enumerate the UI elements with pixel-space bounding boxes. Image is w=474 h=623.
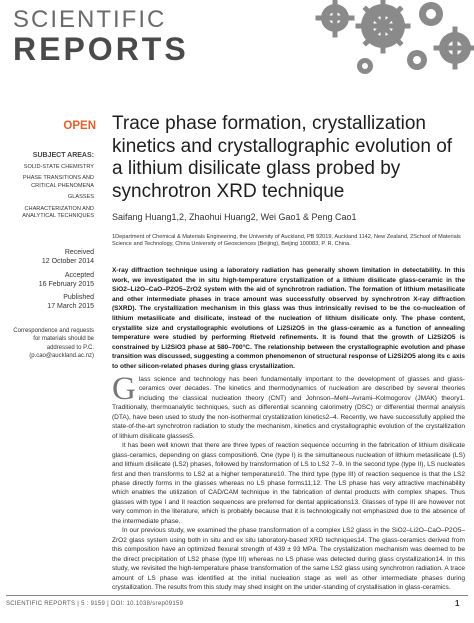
author-list: Saifang Huang1,2, Zhaohui Huang2, Wei Gao1 & Peng Cao1 bbox=[112, 212, 357, 222]
open-access-label: OPEN bbox=[63, 120, 96, 132]
subject-areas-heading: SUBJECT AREAS: bbox=[32, 152, 94, 159]
body-paragraph-1 bbox=[112, 371, 465, 441]
subject-item[interactable]: SOLID-STATE CHEMISTRY bbox=[23, 164, 94, 170]
published-date: 17 March 2015 bbox=[47, 303, 94, 310]
received-label: Received bbox=[64, 249, 94, 256]
body-paragraph-3: In our previous study, we examined the phase transformation of a complex LS2 glass in the SiO2–Li2O–CaO–P2O5–ZrO2 glass system using both in situ and ex situ laboratory-based XRD techniques14. The glass-ceramics derived from this composition have an optimized flexural strength of 439 ± 93 MPa. The crystallization mechanism was deemed to be the direct precipitation of LS2 phase (type III) whereas no LS phase was detected during glass crystallization14. In this study, we revisited the high-temperature phase transformation of the same LS2 glass using synchrotron radiation. A trace amount of LS phase was identified at the initial nucleation stage as well as other intermediate phases during crystallization. The results from this study may shed insight on the under-standing of crystallisation in glass-ceramics. bbox=[112, 527, 465, 591]
accepted-date: 16 February 2015 bbox=[38, 281, 94, 288]
accepted-label: Accepted bbox=[64, 272, 94, 279]
body-paragraph-2: It has been well known that there are three types of reaction sequence occurring in the fabrication of lithium disilicate glass-ceramics, depending on glass composition6. One (type I) is the simultaneous nucleation of lithium metasilicate (LS) and lithium disilicate (LS2) phases, followed by transformation of LS to LS2 7–9. In the second type (type II), LS nucleates first and then transforms to LS2 at a higher temperature10. The third type (type III) of reaction sequence is that the LS2 phase directly forms in the glasses whereas no LS phase forms11,12. The LS phase has very attractive machinability which enables the utilization of CAD/CAM technique in the fabrication of dental products with complex shapes. Thus glasses with type I and II reaction sequences are preferred for dental applications13. Glasses of type III are however not very common in the literature, which is probably because that it is technologically not emphasized due to the absence of the intermediate phase. bbox=[112, 442, 465, 525]
footer-divider bbox=[6, 595, 468, 596]
subject-areas bbox=[6, 152, 94, 224]
journal-name-bottom: REPORTS bbox=[13, 31, 189, 67]
page-number: 1 bbox=[455, 599, 460, 608]
journal-name-top: SCIENTIFIC bbox=[13, 6, 167, 33]
correspondence-note: Correspondence and requests for materials should be addressed to P.C. (p.cao@auckland.ac.nz) bbox=[13, 328, 94, 360]
received-block bbox=[6, 248, 94, 266]
published-label: Published bbox=[63, 294, 94, 301]
affiliations: 1Department of Chemical & Materials Engineering, the University of Auckland, PB 92019, Auckland 1142, New Zealand, 2School of Materials Science and Technology, China University of Geosciences (Beijing), Beijing 100083, P. R. China. bbox=[112, 234, 461, 248]
accepted-block bbox=[6, 271, 94, 289]
drop-cap: G bbox=[112, 371, 136, 407]
subject-item[interactable]: GLASSES bbox=[67, 194, 94, 201]
footer-citation: SCIENTIFIC REPORTS | 5 : 9159 | DOI: 10.1038/srep09159 bbox=[6, 601, 184, 607]
gears-logo-icon bbox=[305, 0, 474, 78]
published-block bbox=[6, 293, 94, 311]
article-title: Trace phase formation, crystallization kinetics and crystallographic evolution of a lithium disilicate glass probed by synchrotron XRD technique bbox=[112, 113, 453, 202]
received-date: 12 October 2014 bbox=[41, 258, 94, 265]
body-paragraph-1-text: lass science and technology has been fundamentally important to the development of glasses and glass-ceramics over decades. The kinetics and thermodynamics of nucleation are described by several theories including the classical nucleation theory (CNT) and Johnson–Mehl–Avrami–Kolmogorov (JMAK) theory1. Traditionally, thermoanalytic techniques, such as differential scanning calorimetry (DSC) or differential thermal analysis (DTA), have been used to study the non-isothermal crystallization kinetics2–4. Recently, we have successfully applied the state-of-the-art synchrotron radiation to study the mechanism, kinetics and crystallographic evolution of the crystallization of lithium disilicate glasses5. bbox=[112, 376, 465, 440]
article-body bbox=[112, 371, 465, 592]
subject-item[interactable]: PHASE TRANSITIONS AND CRITICAL PHENOMENA bbox=[22, 175, 94, 189]
abstract: X-ray diffraction technique using a laboratory radiation has generally shown limitation in detectability. In this work, we investigated the in situ high-temperature crystallization of a lithium disilicate glass-ceramic in the SiO2–Li2O–CaO–P2O5–ZrO2 system with the aid of synchrotron radiation. The formation of lithium metasilicate and other intermediate phases in trace amount was successfully observed by synchrotron X-ray diffraction (SXRD). The crystallization mechanism in this glass was thus intrinsically revised to be the co-nucleation of lithium metasilicate and disilicate, instead of the nucleation of lithium disilicate only. The phase content, crystallite size and crystallographic evolutions of Li2Si2O5 in the glass-ceramic as a function of annealing temperature were studied by performing Rietveld refinements. It is found that the growth of Li2Si2O5 is constrained by Li2SiO3 phase at 580–700°C. The relationship between the crystallographic evolution and phase transition was discussed, suggesting a common phenomenon of structural response of Li2Si2O5 along its c axis to other silicon-related phases during glass crystallization. bbox=[112, 267, 465, 370]
subject-item[interactable]: CHARACTERIZATION AND ANALYTICAL TECHNIQUES bbox=[22, 205, 94, 220]
